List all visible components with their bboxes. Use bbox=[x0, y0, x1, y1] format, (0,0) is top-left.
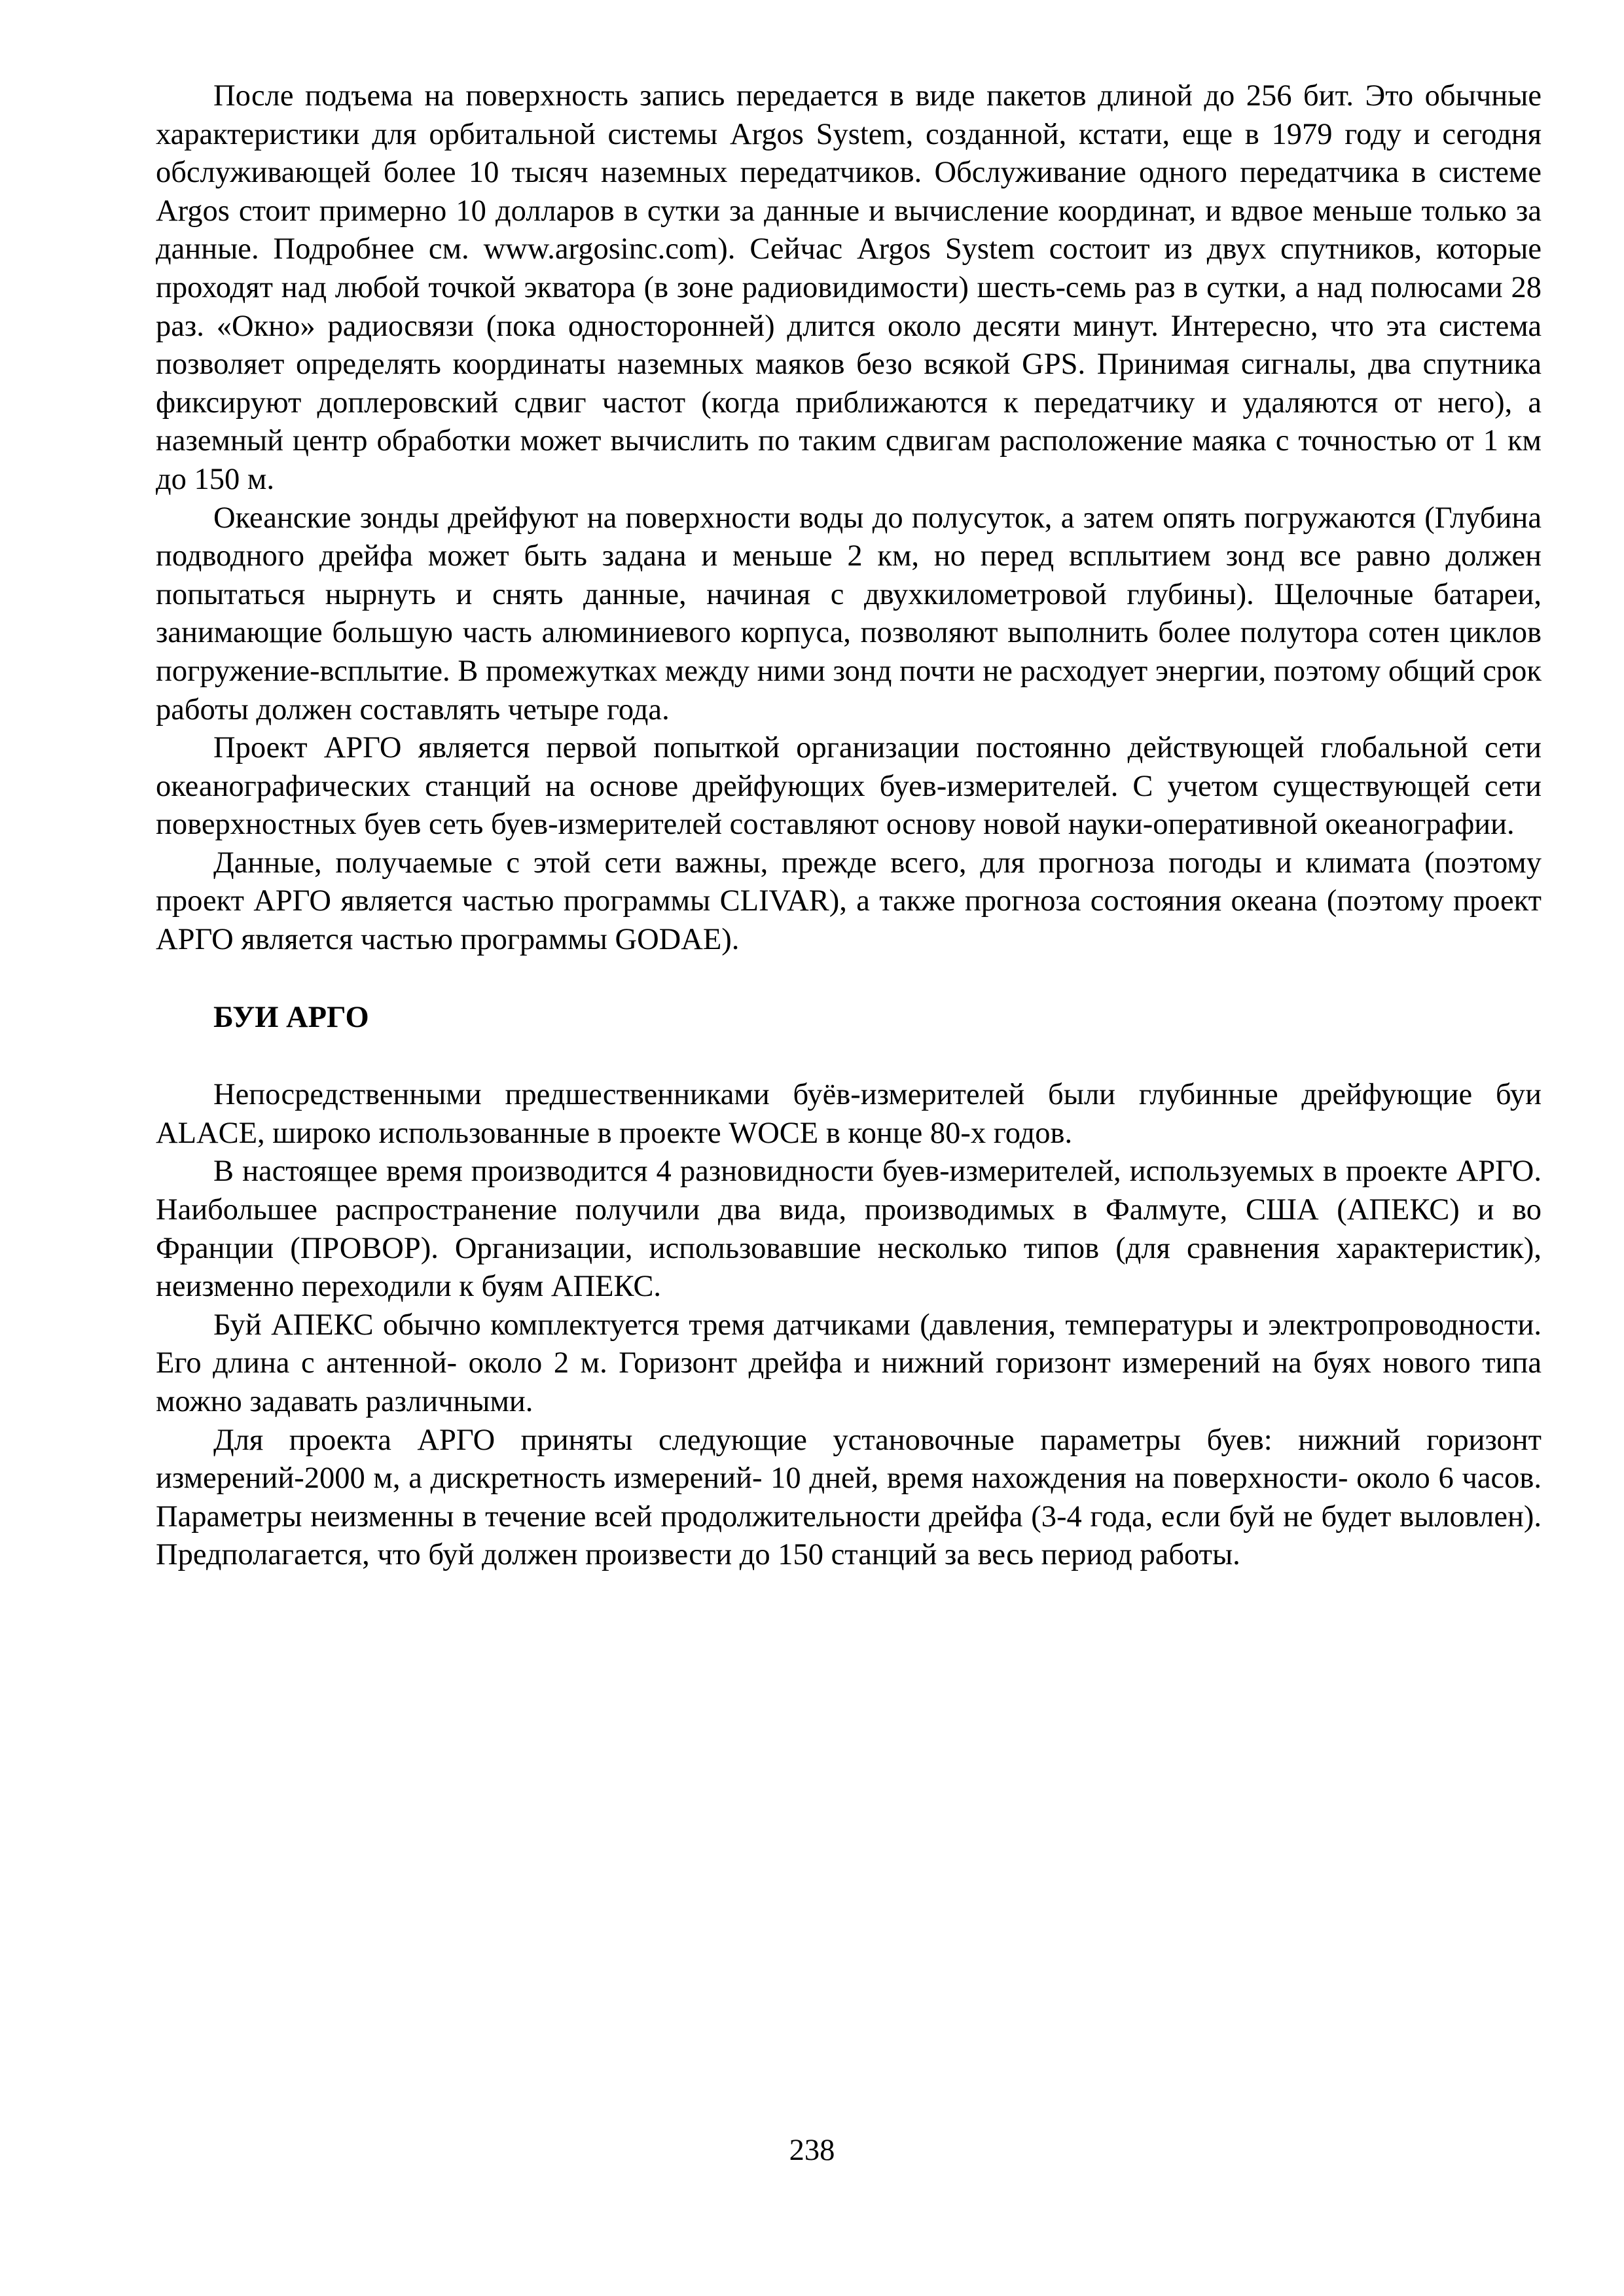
paragraph-data-usage: Данные, получаемые с этой сети важны, прежде всего, для прогноза погоды и климата (поэтому проект АРГО является частью программы CLIVAR), а также прогноза состояния океана (поэтому проект АРГО является частью программы GODAE). bbox=[156, 846, 1542, 957]
section-heading: БУИ АРГО bbox=[213, 1000, 369, 1034]
main-text bbox=[156, 77, 1542, 1575]
paragraph-argos-transmission: После подъема на поверхность запись передается в виде пакетов длиной до 256 бит. Это обычные характеристики для орбитальной системы Argos System, созданной, кстати, еще в 1979 году и сегодня обслуживающей более 10 тысяч наземных передатчиков. Обслуживание одного передатчика в системе Argos стоит примерно 10 долларов в сутки за данные и вычисление координат, и вдвое меньше только за данные. Подробнее см. www.argosinc.com). Сейчас Argos System состоит из двух спутников, которые проходят над любой точкой экватора (в зоне радиовидимости) шесть-семь раз в сутки, а над полюсами 28 раз. «Окно» радиосвязи (пока односторонней) длится около десяти минут. Интересно, что эта система позволяет определять координаты наземных маяков безо всякой GPS. Принимая сигналы, два спутника фиксируют доплеровский сдвиг частот (когда приближаются к передатчику и удаляются от него), а наземный центр обработки может вычислить по таким сдвигам расположение маяка с точностью от 1 км до 150 м. bbox=[156, 79, 1542, 496]
paragraph-buoy-types: В настоящее время производится 4 разновидности буев-измерителей, используемых в проекте АРГО. Наибольшее распространение получили два вида, производимых в Фалмуте, США (АПЕКС) и во Франции (ПРОВОР). Организации, использовавшие несколько типов (для сравнения характеристик), неизменно переходили к буям АПЕКС. bbox=[156, 1155, 1542, 1304]
paragraph-predecessors: Непосредственными предшественниками буёв-измерителей были глубинные дрейфующие буи ALACE, широко использованные в проекте WOCE в конце 80-х годов. bbox=[156, 1078, 1542, 1150]
paragraph-parameters: Для проекта АРГО приняты следующие установочные параметры буев: нижний горизонт измерений-2000 м, а дискретность измерений- 10 дней, время нахождения на поверхности- около 6 часов. Параметры неизменны в течение всей продолжительности дрейфа (3-4 года, если буй не будет выловлен). Предполагается, что буй должен произвести до 150 станций за весь период работы. bbox=[156, 1423, 1542, 1572]
paragraph-argo-project: Проект АРГО является первой попыткой организации постоянно действующей глобальной сети океанографических станций на основе дрейфующих буев-измерителей. С учетом существующей сети поверхностных буев сеть буев-измерителей составляют основу новой науки-оперативной океанографии. bbox=[156, 731, 1542, 842]
paragraph-ocean-probes: Океанские зонды дрейфуют на поверхности воды до полусуток, а затем опять погружаются (Глубина подводного дрейфа может быть задана и меньше 2 км, но перед всплытием зонд все равно должен попытаться нырнуть и снять данные, начиная с двухкилометровой глубины). Щелочные батареи, занимающие большую часть алюминиевого корпуса, позволяют выполнить более полутора сотен циклов погружение-всплытие. В промежутках между ними зонд почти не расходует энергии, поэтому общий срок работы должен составлять четыре года. bbox=[156, 501, 1542, 726]
page-number: 238 bbox=[789, 2134, 835, 2167]
paragraph-apex-sensors: Буй АПЕКС обычно комплектуется тремя датчиками (давления, температуры и электропроводности. Его длина с антенной- около 2 м. Горизонт дрейфа и нижний горизонт измерений на буях нового типа можно задавать различными. bbox=[156, 1308, 1542, 1418]
